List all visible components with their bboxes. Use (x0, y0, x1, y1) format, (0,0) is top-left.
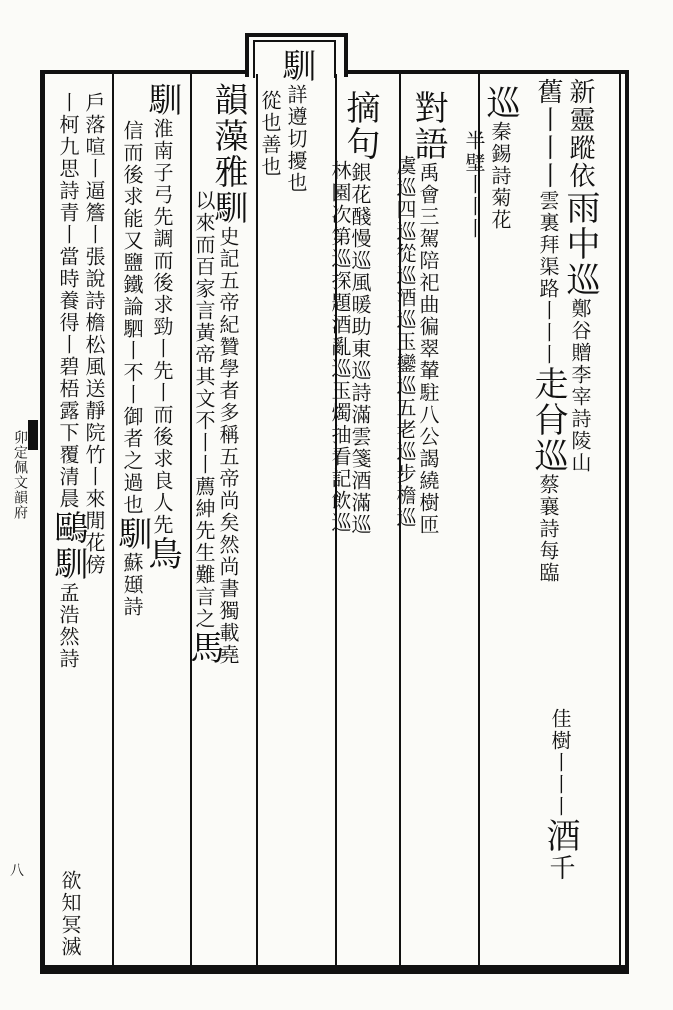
text-segment: 雲裏拜渠路丨丨丨 (536, 190, 560, 366)
text-column (395, 155, 415, 529)
text-column (528, 78, 568, 584)
text-segment: 從也善也 (258, 90, 282, 178)
text-segment: 曲徧 (416, 294, 440, 338)
text-segment: 馬 (184, 630, 224, 666)
text-column (330, 160, 350, 534)
text-segment: 馴 (276, 48, 316, 84)
text-segment: 步檐巡 (393, 463, 417, 529)
text-segment: 探題酒亂巡 (328, 270, 352, 380)
text-segment: 走 (528, 366, 568, 402)
text-segment: 馴 (142, 82, 182, 118)
text-segment: 翠輦駐 (416, 338, 440, 404)
text-segment: 禹會 (416, 162, 440, 206)
text-column (260, 90, 280, 178)
text-segment: 戶落喧丨逼簷丨張說詩檐松風送靜院竹丨來 (82, 92, 106, 510)
text-segment: 馴 (112, 516, 152, 552)
text-segment: 雨中 (560, 190, 600, 262)
text-column (48, 92, 88, 670)
text-segment: 風暖助東巡 (348, 272, 372, 382)
text-column (112, 120, 152, 618)
text-segment: 新靈蹤依 (565, 78, 595, 190)
text-segment: 秦錫詩菊花 (488, 121, 512, 231)
text-segment: 酒 (540, 818, 580, 854)
text-segment: 舊丨丨丨 (533, 78, 563, 190)
text-segment: 蘇頲詩 (120, 552, 144, 618)
text-segment: 半壁丨丨丨 (462, 130, 486, 240)
text-segment: 巡 (560, 262, 600, 298)
margin-strip (0, 70, 40, 970)
text-segment: 丨柯九思詩青丨當時養得丨碧梧露下覆清晨 (56, 92, 80, 510)
text-segment: 雅馴 (208, 154, 248, 226)
text-segment: 巡 (480, 85, 520, 121)
text-column (540, 708, 580, 882)
text-segment: 䏌 (528, 402, 568, 438)
text-segment: 繞樹匝 (416, 470, 440, 536)
text-segment: 五老巡 (393, 397, 417, 463)
text-column (480, 85, 520, 231)
text-segment: 蔡襄詩每臨 (536, 474, 560, 584)
text-column (560, 78, 600, 474)
text-column (276, 48, 316, 194)
text-segment: 林園次第巡 (328, 160, 352, 270)
text-column (184, 190, 224, 666)
text-segment: 詳遵切擾也 (284, 84, 308, 194)
text-segment: 欲知冥滅 (58, 870, 82, 958)
margin-title: 卯定佩文韻府 (12, 430, 28, 520)
frame-bottom (40, 965, 629, 974)
text-segment: 從巡 (393, 243, 417, 287)
column-rule (256, 74, 258, 966)
text-segment: 孟浩然詩 (56, 582, 80, 670)
page-number: 八 (10, 863, 24, 879)
text-column (60, 870, 80, 958)
text-segment: 八公謁 (416, 404, 440, 470)
text-column (142, 82, 182, 572)
text-segment: 詩滿雲箋酒滿巡 (348, 382, 372, 536)
text-segment: 玉鑾巡 (393, 331, 417, 397)
text-segment: 摘句 (340, 90, 380, 162)
text-segment: 淮南子弓先調而後求勁丨先丨而後求良人先 (150, 118, 174, 536)
text-segment: 酒巡 (393, 287, 417, 331)
text-segment: 對語 (408, 90, 448, 162)
text-segment: 閒花傍 (82, 510, 106, 576)
text-segment: 鄭谷贈李宰詩陵山 (568, 298, 592, 474)
frame-inner-right (619, 74, 621, 966)
text-segment: 巡 (528, 438, 568, 474)
text-segment: 虞巡 (393, 155, 417, 199)
text-segment: 鷗 (48, 510, 88, 546)
text-segment: 陪祀 (416, 250, 440, 294)
text-segment: 以來而百家言黃帝其文不丨丨薦紳先生難言之 (192, 190, 216, 630)
text-segment: 史記五帝紀贊學者多稱五帝尚矣然尚書獨載堯 (216, 226, 240, 666)
text-segment: 銀花醆慢巡 (348, 162, 372, 272)
text-segment: 玉燭抽看記飲巡 (328, 380, 352, 534)
text-segment: 信而後求能又鹽鐵論駟丨不丨御者之過也 (120, 120, 144, 516)
text-segment: 四巡 (393, 199, 417, 243)
text-segment: 佳樹丨丨丨 (548, 708, 572, 818)
text-segment: 馴 (48, 546, 88, 582)
text-segment: 韻藻 (208, 82, 248, 154)
text-column (84, 92, 104, 576)
text-segment: 三駕 (416, 206, 440, 250)
text-column (464, 130, 484, 240)
text-segment: 鳥 (142, 536, 182, 572)
text-segment: 千 (545, 854, 575, 882)
